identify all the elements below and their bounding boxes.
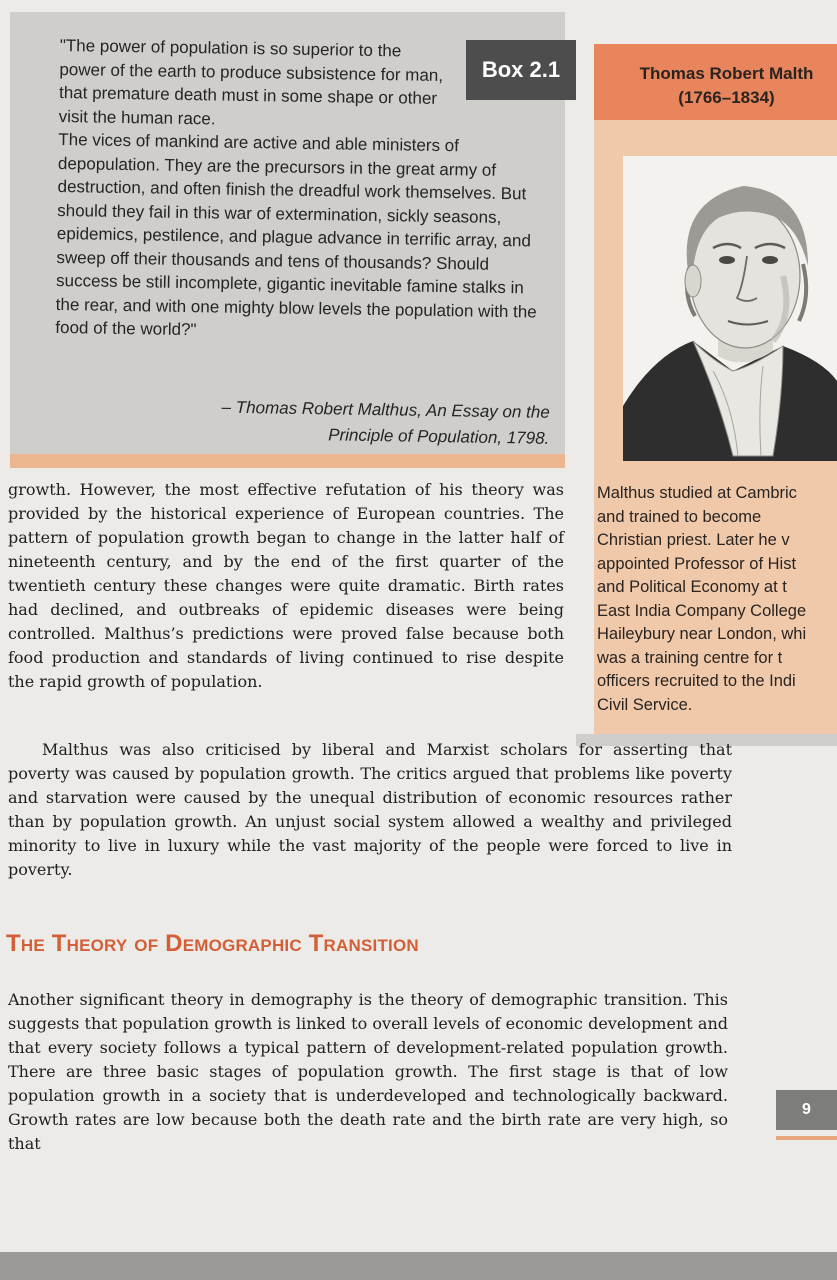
attribution-line-1: – Thomas Robert Malthus, An Essay on the — [221, 397, 550, 422]
caption-line: officers recruited to the Indi — [597, 672, 796, 690]
attribution-line-2: Principle of Population, 1798. — [328, 425, 550, 448]
sidebar-caption — [597, 482, 837, 717]
caption-line: and Political Economy at t — [597, 578, 787, 596]
caption-line: Haileybury near London, whi — [597, 625, 807, 643]
body-paragraph-1: growth. However, the most effective refutation of his theory was provided by the historical experience of European countries. The pattern of population growth began to change in the latter half of nineteenth century, and by the end of the first quarter of the twentieth century these changes were quite dramatic. Birth rates had declined, and outbreaks of epidemic diseases were being controlled. Malthus’s predictions were proved false because both food production and standards of living continued to rise despite the rapid growth of population. — [8, 480, 564, 691]
malthus-portrait — [623, 156, 837, 461]
body-paragraph-2: Malthus was also criticised by liberal and Marxist scholars for asserting that poverty was caused by population growth. The critics argued that problems like poverty and starvation were caused by the unequal distribution of economic resources rather than by population growth. An unjust social system allowed a wealthy and privileged minority to live in luxury while the vast majority of the people were forced to live in poverty. — [8, 740, 732, 879]
body-paragraph-3: Another significant theory in demography is the theory of demographic transition. This suggests that population growth is linked to overall levels of economic development and that every society follows a typical pattern of development-related population growth. There are three basic stages of population growth. The first stage is that of low population growth in a society that is underdeveloped and technologically backward. Growth rates are low because both the death rate and the birth rate are very high, so that — [8, 990, 728, 1153]
caption-line: was a training centre for t — [597, 648, 783, 667]
sidebar-header — [594, 44, 837, 120]
quote-attribution — [179, 394, 550, 452]
portrait-illustration — [623, 156, 837, 461]
caption-line: Civil Service. — [597, 695, 693, 714]
caption-line: Malthus studied at Cambric — [597, 484, 797, 502]
caption-line: Christian priest. Later he v — [597, 531, 790, 549]
page-number-underline — [776, 1136, 837, 1140]
quote-continuation: The vices of mankind are active and able ministers of depopulation. They are the precursors in the great army of destruction, and often finish the dreadful work themselves. But should they fail in this war of extermination, sickly seasons, epidemics, pestilence, and plague advance in terrific array, and sweep off their thousands and tens of thousands? Should success be still incomplete, gigantic inevitable famine stalks in the rear, and with one mighty blow levels the population with the food of the world?" — [55, 129, 537, 340]
quote-opening: "The power of population is so superior to the power of the earth to produce subsistence for man, that premature death must in some shape or other visit the human race. — [58, 35, 444, 128]
box-label: Box 2.1 — [466, 40, 576, 100]
box-divider-bar — [10, 454, 565, 468]
caption-line: and trained to become — [597, 507, 762, 526]
sidebar-dates: (1766–1834) — [678, 88, 775, 107]
sidebar-name: Thomas Robert Malth — [639, 64, 814, 83]
caption-line: appointed Professor of Hist — [597, 554, 797, 573]
page-number: 9 — [776, 1090, 837, 1130]
section-heading: The Theory of Demographic Transition — [6, 930, 419, 957]
page-edge-shadow — [0, 1252, 837, 1280]
caption-line: East India Company College — [597, 601, 807, 620]
